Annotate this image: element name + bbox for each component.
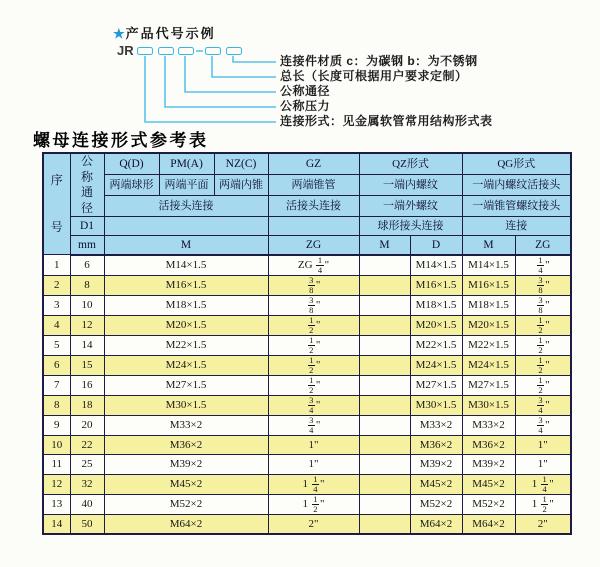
cell-qz-m — [359, 435, 410, 454]
cell-qz-m — [359, 355, 410, 375]
cell-gz: $\frac{3}{8}$ " — [268, 275, 359, 295]
table-row — [43, 335, 571, 355]
cell-qz-d: M45×2 — [410, 474, 462, 494]
cell-qg-m: M20×1.5 — [462, 315, 515, 335]
table-row — [43, 514, 571, 533]
cell-gz: 2" — [268, 514, 359, 533]
cell-dn: 10 — [70, 295, 104, 315]
cell-gz: ZG $\frac{1}{4}$ " — [268, 255, 359, 276]
header-dn: 公称通径 — [70, 153, 104, 217]
cell-dn: 18 — [70, 395, 104, 415]
cell-seq: 1 — [43, 255, 70, 276]
header-m1: M — [104, 236, 268, 255]
cell-qg-zg: 2" — [515, 514, 571, 533]
header-d1: D1 — [70, 217, 104, 236]
header-gz-desc: 两端锥管 — [268, 174, 359, 195]
cell-dn: 32 — [70, 474, 104, 494]
cell-qz-d: M52×2 — [410, 494, 462, 514]
cell-qg-m: M16×1.5 — [462, 275, 515, 295]
header-qg-desc1: 一端内螺纹活接头 — [462, 174, 571, 195]
cell-seq: 8 — [43, 395, 70, 415]
table-row — [43, 255, 571, 276]
table-row — [43, 474, 571, 494]
cell-dn: 50 — [70, 514, 104, 533]
cell-dn: 25 — [70, 455, 104, 474]
code-box-3 — [178, 47, 194, 55]
cell-qg-m: M22×1.5 — [462, 335, 515, 355]
cell-qg-m: M52×2 — [462, 494, 515, 514]
cell-qz-d: M30×1.5 — [410, 395, 462, 415]
star-icon: ★ — [113, 26, 125, 41]
cell-m-thread: M36×2 — [104, 435, 268, 454]
cell-qz-m — [359, 415, 410, 435]
cell-qg-zg: $\frac{3}{4}$ " — [515, 395, 571, 415]
header-q-desc: 两端球形 — [104, 174, 159, 195]
cell-qz-d: M14×1.5 — [410, 255, 462, 276]
table-title: 螺母连接形式参考表 — [33, 131, 209, 150]
header-gz: GZ — [268, 153, 359, 174]
header-zg2: ZG — [515, 236, 571, 255]
cell-dn: 20 — [70, 415, 104, 435]
code-box-5 — [226, 47, 242, 55]
cell-dn: 22 — [70, 435, 104, 454]
cell-qz-d: M36×2 — [410, 435, 462, 454]
cell-qz-m — [359, 375, 410, 395]
header-empty-m — [104, 217, 268, 236]
cell-gz: $\frac{1}{2}$ " — [268, 335, 359, 355]
cell-qz-d: M33×2 — [410, 415, 462, 435]
header-union-connect: 活接头连接 — [104, 196, 268, 217]
table-row — [43, 494, 571, 514]
cell-qg-zg: 1" — [515, 435, 571, 454]
table-row — [43, 315, 571, 335]
header-pm-desc: 两端平面 — [159, 174, 214, 195]
cell-m-thread: M18×1.5 — [104, 295, 268, 315]
cell-qg-m: M33×2 — [462, 415, 515, 435]
cell-qz-m — [359, 335, 410, 355]
cell-m-thread: M52×2 — [104, 494, 268, 514]
cell-dn: 40 — [70, 494, 104, 514]
header-mm: mm — [70, 236, 104, 255]
diagram-heading-text: 产品代号示例 — [125, 26, 216, 41]
cell-qz-d: M16×1.5 — [410, 275, 462, 295]
cell-seq: 12 — [43, 474, 70, 494]
cell-gz: $\frac{1}{2}$ " — [268, 355, 359, 375]
cell-seq: 9 — [43, 415, 70, 435]
diagram-heading — [113, 23, 216, 42]
cell-seq: 3 — [43, 295, 70, 315]
header-qz-desc2: 一端外螺纹 — [359, 196, 462, 217]
cell-qg-m: M30×1.5 — [462, 395, 515, 415]
header-qz-desc3: 球形接头连接 — [359, 217, 462, 236]
header-d: D — [410, 236, 462, 255]
cell-qz-m — [359, 455, 410, 474]
cell-qg-zg: 1" — [515, 455, 571, 474]
cell-qz-d: M24×1.5 — [410, 355, 462, 375]
cell-gz: $\frac{3}{8}$ " — [268, 295, 359, 315]
cell-qg-m: M14×1.5 — [462, 255, 515, 276]
cell-qg-zg: $\frac{3}{8}$ " — [515, 275, 571, 295]
cell-dn: 16 — [70, 375, 104, 395]
table-row — [43, 355, 571, 375]
header-pma: PM(A) — [159, 153, 214, 174]
nut-connection-reference-table — [42, 152, 572, 535]
cell-qg-zg: $\frac{1}{2}$ " — [515, 375, 571, 395]
cell-seq: 7 — [43, 375, 70, 395]
header-nz-desc: 两端内锥 — [214, 174, 268, 195]
cell-qz-m — [359, 315, 410, 335]
cell-qz-d: M20×1.5 — [410, 315, 462, 335]
table-row — [43, 295, 571, 315]
cell-seq: 4 — [43, 315, 70, 335]
label-total-length: 总长（长度可根据用户要求定制） — [280, 69, 468, 83]
cell-qg-zg: 1 $\frac{1}{4}$ " — [515, 474, 571, 494]
header-m3: M — [462, 236, 515, 255]
cell-qz-m — [359, 275, 410, 295]
table-row — [43, 275, 571, 295]
cell-qg-zg: 1 $\frac{1}{2}$ " — [515, 494, 571, 514]
code-box-4 — [205, 47, 221, 55]
cell-seq: 2 — [43, 275, 70, 295]
cell-qz-m — [359, 514, 410, 533]
cell-gz: 1 $\frac{1}{2}$ " — [268, 494, 359, 514]
cell-m-thread: M39×2 — [104, 455, 268, 474]
cell-m-thread: M27×1.5 — [104, 375, 268, 395]
table-row — [43, 435, 571, 454]
label-nominal-press: 公称压力 — [280, 99, 331, 113]
cell-qz-m — [359, 395, 410, 415]
cell-m-thread: M33×2 — [104, 415, 268, 435]
cell-qz-d: M27×1.5 — [410, 375, 462, 395]
code-box-2 — [158, 47, 174, 55]
cell-qz-m — [359, 295, 410, 315]
cell-qg-m: M39×2 — [462, 455, 515, 474]
header-qz-group: QZ形式 — [359, 153, 462, 174]
cell-qz-m — [359, 474, 410, 494]
cell-qz-m — [359, 494, 410, 514]
cell-gz: $\frac{1}{2}$ " — [268, 315, 359, 335]
table-row — [43, 415, 571, 435]
table-row — [43, 455, 571, 474]
cell-seq: 5 — [43, 335, 70, 355]
cell-gz: $\frac{3}{4}$ " — [268, 415, 359, 435]
cell-qg-zg: $\frac{1}{2}$ " — [515, 315, 571, 335]
cell-m-thread: M14×1.5 — [104, 255, 268, 276]
cell-dn: 14 — [70, 335, 104, 355]
cell-seq: 13 — [43, 494, 70, 514]
header-zg1: ZG — [268, 236, 359, 255]
header-seq: 序号 — [43, 153, 70, 255]
cell-dn: 12 — [70, 315, 104, 335]
cell-dn: 8 — [70, 275, 104, 295]
cell-qz-m — [359, 255, 410, 276]
cell-m-thread: M16×1.5 — [104, 275, 268, 295]
cell-qz-d: M39×2 — [410, 455, 462, 474]
cell-qg-zg: $\frac{1}{4}$ " — [515, 255, 571, 276]
cell-dn: 6 — [70, 255, 104, 276]
cell-seq: 10 — [43, 435, 70, 454]
label-connect-form: 连接形式：见金属软管常用结构形式表 — [280, 114, 493, 128]
header-qd: Q(D) — [104, 153, 159, 174]
cell-qz-d: M22×1.5 — [410, 335, 462, 355]
header-m2: M — [359, 236, 410, 255]
header-gz-union: 活接头连接 — [268, 196, 359, 217]
cell-m-thread: M22×1.5 — [104, 335, 268, 355]
header-qz-desc1: 一端内螺纹 — [359, 174, 462, 195]
cell-m-thread: M30×1.5 — [104, 395, 268, 415]
cell-seq: 11 — [43, 455, 70, 474]
cell-seq: 14 — [43, 514, 70, 533]
cell-gz: $\frac{3}{4}$ " — [268, 395, 359, 415]
label-nominal-dia: 公称通径 — [280, 84, 331, 98]
cell-m-thread: M20×1.5 — [104, 315, 268, 335]
code-prefix: JR — [117, 43, 134, 58]
cell-m-thread: M45×2 — [104, 474, 268, 494]
cell-seq: 6 — [43, 355, 70, 375]
cell-qz-d: M18×1.5 — [410, 295, 462, 315]
cell-m-thread: M64×2 — [104, 514, 268, 533]
cell-qg-zg: $\frac{3}{8}$ " — [515, 295, 571, 315]
header-nzc: NZ(C) — [214, 153, 268, 174]
cell-gz: 1" — [268, 455, 359, 474]
header-empty-gz — [268, 217, 359, 236]
cell-dn: 15 — [70, 355, 104, 375]
cell-qg-m: M24×1.5 — [462, 355, 515, 375]
table-body — [43, 255, 571, 534]
cell-qg-m: M64×2 — [462, 514, 515, 533]
cell-qg-zg: $\frac{3}{4}$ " — [515, 415, 571, 435]
label-material: 连接件材质 c：为碳钢 b：为不锈钢 — [280, 54, 478, 68]
cell-qz-d: M64×2 — [410, 514, 462, 533]
cell-qg-m: M27×1.5 — [462, 375, 515, 395]
cell-gz: $\frac{1}{2}$ " — [268, 375, 359, 395]
cell-m-thread: M24×1.5 — [104, 355, 268, 375]
cell-qg-m: M18×1.5 — [462, 295, 515, 315]
cell-gz: 1 $\frac{1}{4}$ " — [268, 474, 359, 494]
table-row — [43, 375, 571, 395]
table-header — [43, 153, 571, 255]
cell-qg-m: M36×2 — [462, 435, 515, 454]
cell-qg-m: M45×2 — [462, 474, 515, 494]
header-qg-group: QG形式 — [462, 153, 571, 174]
header-qg-desc3: 连接 — [462, 217, 571, 236]
cell-qg-zg: $\frac{1}{2}$ " — [515, 335, 571, 355]
cell-gz: 1" — [268, 435, 359, 454]
code-box-1 — [137, 47, 153, 55]
table-row — [43, 395, 571, 415]
cell-qg-zg: $\frac{1}{2}$ " — [515, 355, 571, 375]
header-qg-desc2: 一端锥管螺纹接头 — [462, 196, 571, 217]
